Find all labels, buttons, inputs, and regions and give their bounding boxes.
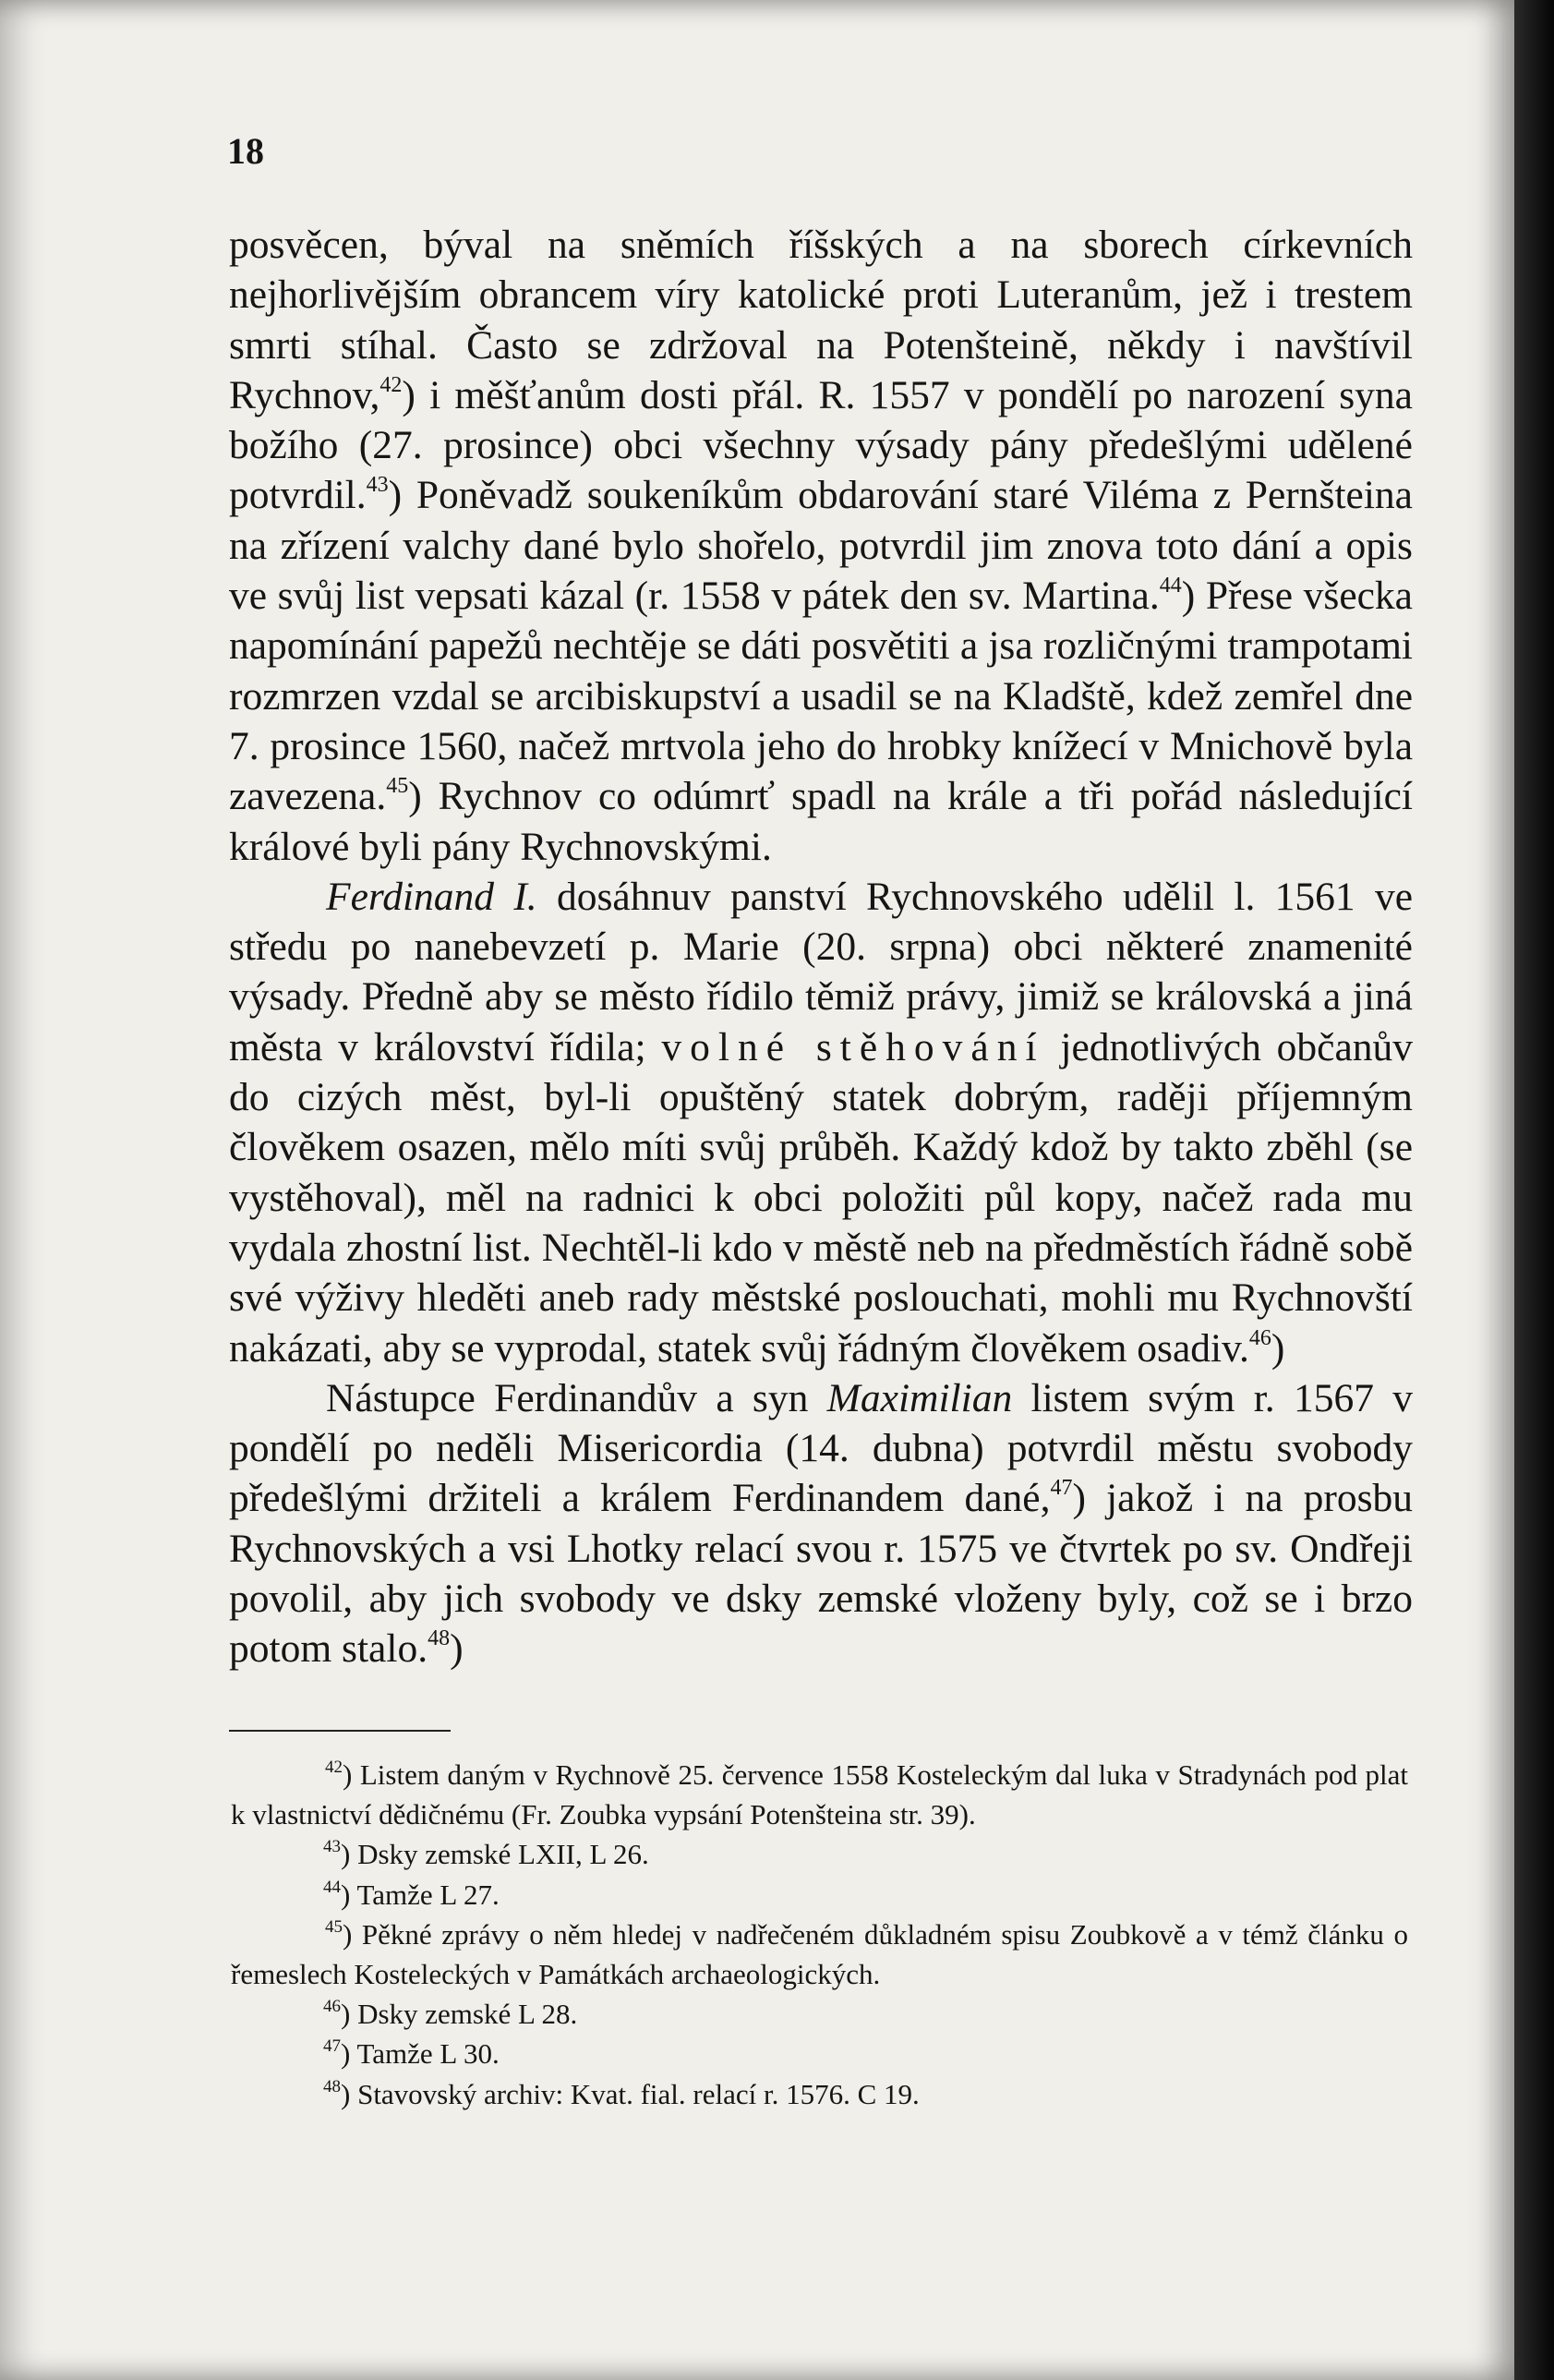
footnote-reference: 47: [1050, 1476, 1073, 1501]
footnote-number: 42: [325, 1758, 343, 1777]
footnote-text: ) Pěkné zprávy o něm hledej v nadřečeném důkladném spisu Zoubkově a v témž článku o řemeslech Kosteleckých v Památkách archaeologických.: [231, 1917, 1408, 1991]
text-run: listem svým r. 1567 v pondělí po neděli Misericordia (14. dubna) potvrdil městu svobody předešlými držiteli a králem Ferdinandem dané,: [229, 1375, 1413, 1521]
footnote-reference: 42: [379, 372, 403, 397]
text-run: jednotlivých občanův do cizých měst, byl-li opuštěný statek dobrým, raději příjemným člověkem osazen, mělo míti svůj průběh. Každý kdož by takto zběhl (se vystěhoval), měl na radnici k obci položiti půl kopy, načež rada mu vydala zhostní list. Nechtěl-li kdo v městě neb na předměstích řádně sobě své výživy hleděti aneb rady městské poslouchati, mohli mu Rychnovští nakázati, aby se vyprodal, statek svůj řádným člověkem osadiv.: [229, 1024, 1414, 1371]
page-number: 18: [227, 130, 264, 172]
footnote-number: 45: [325, 1916, 343, 1937]
footnote-text: ) Tamže L 27.: [341, 1878, 500, 1911]
paragraph: [229, 220, 1413, 872]
footnote-text: ) Dsky zemské L 28.: [341, 1998, 578, 2031]
footnote-number: 48: [323, 2076, 341, 2096]
italic-name: Maximilian: [826, 1375, 1013, 1420]
footnote-number: 43: [323, 1837, 341, 1857]
footnote-text: ) Tamže L 30.: [341, 2037, 500, 2071]
footnote-text: ) Dsky zemské LXII, L 26.: [341, 1838, 649, 1871]
footnote: [231, 2074, 1408, 2114]
footnote: [231, 1834, 1408, 1874]
text-run: posvěcen, býval na sněmích říšských a na sborech církevních nejhorlivějším obrancem víry katolické proti Luteranům, jež i trestem smrti stíhal. Často se zdržoval na Potenšteině, někdy i navštívil Rychnov,: [229, 223, 1413, 417]
text-run: ) jakož i na prosbu Rychnovských a vsi Lhotky relací svou r. 1575 ve čtvrtek po sv. Ondřeji povolil, aby jich svobody ve dsky zemské vloženy byly, což se i brzo potom stalo.: [229, 1476, 1413, 1672]
text-run: dosáhnuv panství Rychnovského udělil l. 1561 ve středu po nanebevzetí p. Marie (20. srpna) obci některé znamenité výsady. Předně aby se město řídilo těmiž právy, jimiž se královská a jiná města v království řídila;: [229, 874, 1414, 1069]
text-run: Nástupce Ferdinandův a syn: [326, 1375, 827, 1420]
footnote-text: ) Listem daným v Rychnově 25. července 1558 Kosteleckým dal luka v Stradynách pod plat k vlastnictví dědičnému (Fr. Zoubka vypsání Potenšteina str. 39).: [231, 1758, 1408, 1831]
footnote-reference: 45: [386, 774, 409, 799]
italic-name: Ferdinand I.: [326, 874, 537, 919]
body-text: [229, 220, 1413, 1674]
footnote-reference: 44: [1159, 574, 1182, 598]
footnote: [231, 2034, 1408, 2073]
footnote: [231, 1755, 1408, 1834]
spaced-emphasis: volné stěhování: [661, 1024, 1045, 1069]
footnote: [231, 1875, 1408, 1915]
footnote-reference: 46: [1248, 1325, 1271, 1350]
footnote: [231, 1915, 1408, 1994]
footnote-reference: 43: [366, 473, 389, 498]
paragraph: [229, 872, 1413, 1373]
footnote-reference: 48: [428, 1626, 451, 1651]
footnote-text: ) Stavovský archiv: Kvat. fial. relací r. 1576. C 19.: [341, 2077, 920, 2110]
footnote-divider: [229, 1730, 451, 1732]
text-run: ) i měšťanům dosti přál. R. 1557 v pondělí po narození syna božího (27. prosince) obci všechny výsady pány předešlými udělené potvrdil.: [229, 372, 1413, 518]
footnote: [231, 1994, 1408, 2034]
text-run: ) Přese všecka napomínání papežů nechtěje se dáti posvětiti a jsa rozličnými trampotami rozmrzen vzdal se arcibiskupství a usadil se na Kladště, kdež zemřel dne 7. prosince 1560, načež mrtvola jeho do hrobky knížecí v Mnichově byla zavezena.: [229, 574, 1413, 819]
footnotes: [231, 1755, 1408, 2114]
footnote-number: 44: [323, 1877, 341, 1897]
footnote-number: 46: [323, 1997, 341, 2017]
text-run: ) Rychnov co odúmrť spadl na krále a tři pořád následující králové byli pány Rychnovskými.: [229, 774, 1413, 869]
text-run: ) Poněvadž soukeníkům obdarování staré Viléma z Pernšteina na zřízení valchy dané bylo shořelo, potvrdil jim znova toto dání a opis ve svůj list vepsati kázal (r. 1558 v pátek den sv. Martina.: [229, 473, 1413, 619]
text-run: ): [1271, 1325, 1285, 1371]
footnote-number: 47: [323, 2036, 341, 2057]
text-run: ): [450, 1626, 464, 1672]
paragraph: [229, 1373, 1413, 1674]
page-edge-shadow: [1514, 0, 1554, 2380]
